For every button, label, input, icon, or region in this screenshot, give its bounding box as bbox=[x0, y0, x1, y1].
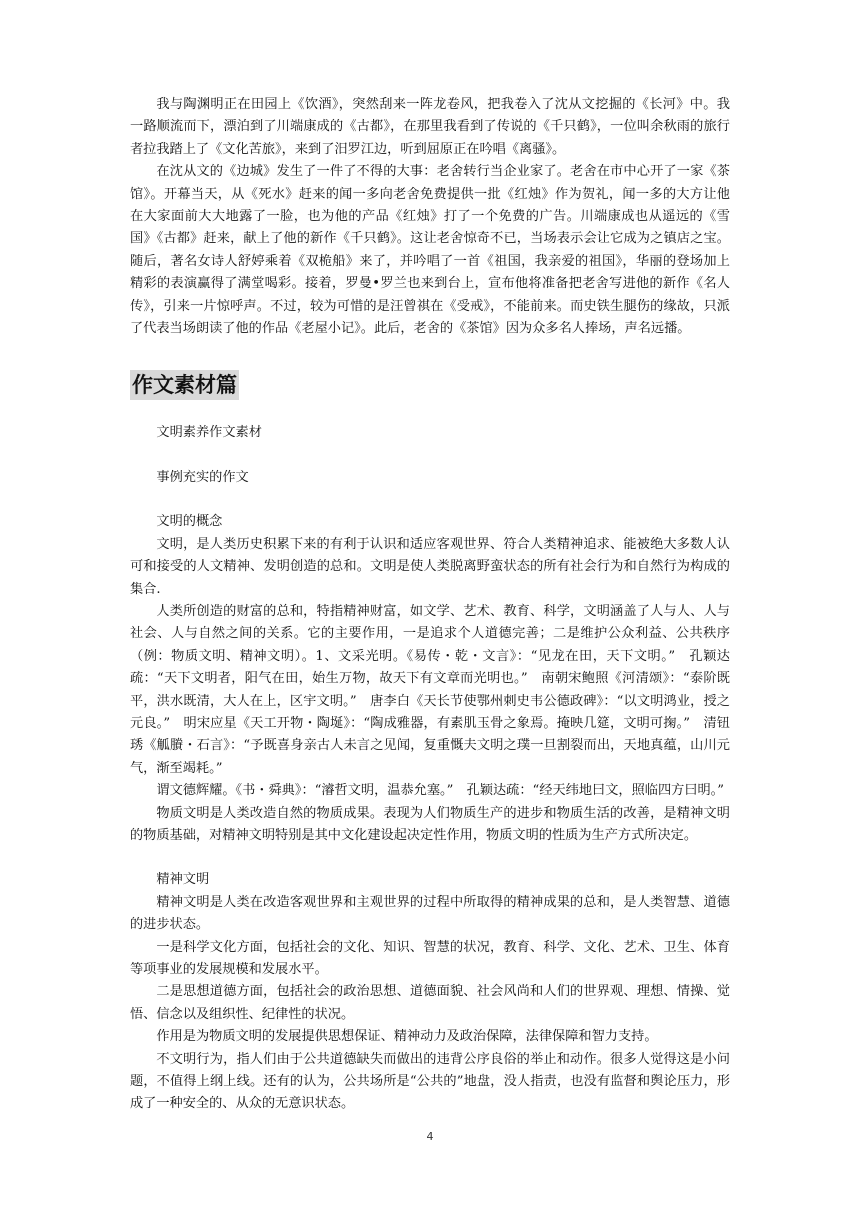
concept-paragraph-1: 文明，是人类历史积累下来的有利于认识和适应客观世界、符合人类精神追求、能被绝大多数人认可和接受的人文精神、发明创造的总和。文明是使人类脱离野蛮状态的所有社会行为和自然行为构成的集合. bbox=[130, 536, 730, 597]
page-number: 4 bbox=[426, 1130, 434, 1143]
section-heading: 作文素材篇 bbox=[130, 370, 239, 400]
subheading-spiritual: 精神文明 bbox=[156, 872, 210, 888]
concept-paragraph-2: 人类所创造的财富的总和，特指精神财富，如文学、艺术、教育、科学，文明涵盖了人与人、人与社会、人与自然之间的关系。它的主要作用，一是追求个人道德完善；二是维护公众利益、公共秩序（例：物质文明、精神文明）。1、文采光明。《易传・乾・文言》：“见龙在田，天下文明。” 孔颖达 疏：“天下文明者，阳气在田，始生万物，故天下有文章而光明也。” 南朝宋鲍照《河清颂》：“泰阶既平，洪水既清，大人在上，区宇文明。” 唐李白《天长节使鄂州刺史韦公德政碑》：“以文明鸿业，授之元良。” 明宋应星《天工开物・陶埏》：“陶成雅器，有素肌玉骨之象焉。掩映几筵，文明可掬。” 清钮琇《觚賸・石言》：“予既喜身亲古人未言之见闻，复重慨夫文明之璞一旦割裂而出，天地真蕴，山川元气，渐至竭耗。” bbox=[130, 603, 730, 776]
story-paragraph-1: 我与陶渊明正在田园上《饮酒》，突然刮来一阵龙卷风，把我卷入了沈从文挖掘的《长河》中。我一路顺流而下，漂泊到了川端康成的《古都》，在那里我看到了传说的《千只鹤》，一位叫余秋雨的旅行者拉我踏上了《文化苦旅》，来到了汨罗江边，听到屈原正在吟唱《离骚》。 bbox=[130, 97, 730, 157]
spiritual-paragraph-2: 一是科学文化方面，包括社会的文化、知识、智慧的状况，教育、科学、文化、艺术、卫生、体育等项事业的发展规模和发展水平。 bbox=[130, 939, 730, 977]
subheading-civilization-material: 文明素养作文素材 bbox=[156, 425, 262, 441]
spiritual-paragraph-3: 二是思想道德方面，包括社会的政治思想、道德面貌、社会风尚和人们的世界观、理想、情操、觉悟、信念以及组织性、纪律性的状况。 bbox=[130, 984, 730, 1022]
subheading-concept: 文明的概念 bbox=[156, 514, 223, 530]
concept-paragraph-3: 谓文德辉耀。《书・舜典》：“濬哲文明，温恭允塞。” 孔颖达疏：“经天纬地曰文，照临四方曰明。” bbox=[156, 783, 725, 799]
subheading-example-essay: 事例充实的作文 bbox=[156, 469, 249, 485]
spiritual-paragraph-5: 不文明行为，指人们由于公共道德缺失而做出的违背公序良俗的举止和动作。很多人觉得这是小问题，不值得上纲上线。还有的认为，公共场所是“公共的”地盘，没人指责，也没有监督和舆论压力，形成了一种安全的、从众的无意识状态。 bbox=[130, 1051, 730, 1112]
spiritual-paragraph-4: 作用是为物质文明的发展提供思想保证、精神动力及政治保障，法律保障和智力支持。 bbox=[156, 1029, 658, 1045]
concept-paragraph-4: 物质文明是人类改造自然的物质成果。表现为人们物质生产的进步和物质生活的改善，是精神文明的物质基础，对精神文明特别是其中文化建设起决定性作用，物质文明的性质为生产方式所决定。 bbox=[130, 805, 730, 843]
story-paragraph-2: 在沈从文的《边城》发生了一件了不得的大事：老舍转行当企业家了。老舍在市中心开了一家《茶馆》。开幕当天，从《死水》赶来的闻一多向老舍免费提供一批《红烛》作为贺礼，闻一多的大方让他在大家面前大大地露了一脸，也为他的产品《红烛》打了一个免费的广告。川端康成也从遥远的《雪国》《古都》赶来，献上了他的新作《千只鹤》。这让老舍惊奇不已，当场表示会让它成为之镇店之宝。随后，著名女诗人舒婷乘着《双桅船》来了，并吟唱了一首《祖国，我亲爱的祖国》，华丽的登场加上精彩的表演赢得了满堂喝彩。接着，罗曼•罗兰也来到台上，宣布他将准备把老舍写进他的新作《名人传》，引来一片惊呼声。不过，较为可惜的是汪曾祺在《受戒》，不能前来。而史铁生腿伤的缘故，只派了代表当场朗读了他的作品《老屋小记》。此后，老舍的《茶馆》因为众多名人捧场，声名远播。 bbox=[130, 164, 730, 337]
spiritual-paragraph-1: 精神文明是人类在改造客观世界和主观世界的过程中所取得的精神成果的总和，是人类智慧、道德的进步状态。 bbox=[130, 894, 730, 933]
page-content bbox=[130, 94, 730, 1116]
